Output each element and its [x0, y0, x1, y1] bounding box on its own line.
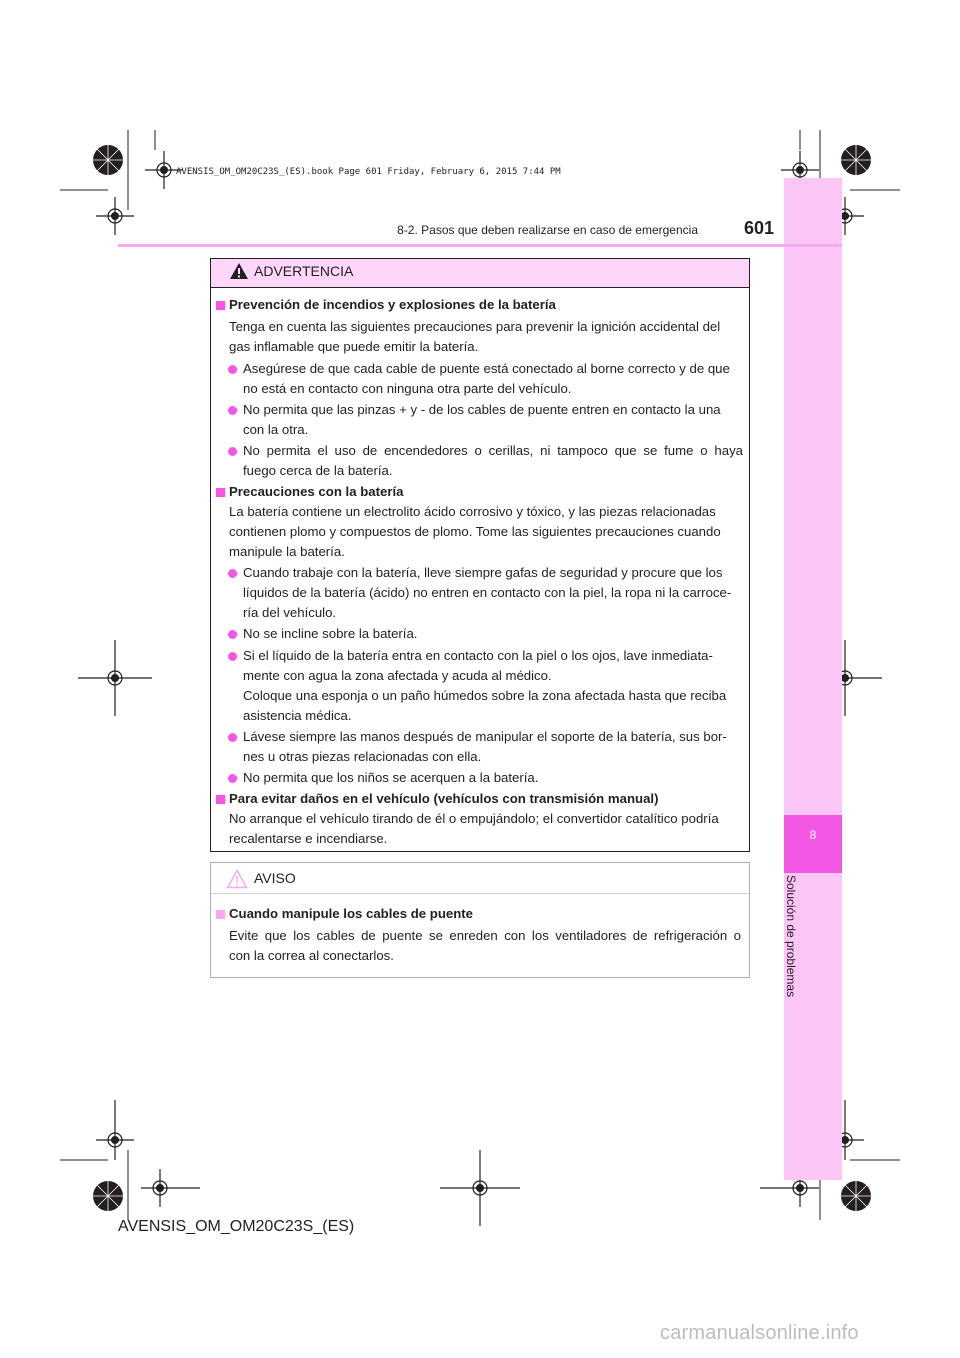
- bullet: [228, 406, 237, 415]
- warning-text: No permita que los niños se acerquen a la batería.: [243, 770, 539, 785]
- warning-text: asistencia médica.: [243, 708, 352, 723]
- bullet: [228, 774, 237, 783]
- bullet: [228, 652, 237, 661]
- notice-title: AVISO: [254, 870, 296, 886]
- notice-text: Evite que los cables de puente se enreden con los ventiladores de refrigeración o: [229, 928, 741, 943]
- footer-code: AVENSIS_OM_OM20C23S_(ES): [118, 1218, 355, 1235]
- warning-text: fuego cerca de la batería.: [243, 463, 393, 478]
- bullet: [228, 733, 237, 742]
- warning-text: Cuando trabaje con la batería, lleve siempre gafas de seguridad y procure que los: [243, 565, 723, 580]
- warning-text: nes u otras piezas relacionadas con ella.: [243, 749, 482, 764]
- chapter-number-box: [784, 815, 842, 873]
- notice-text: con la correa al conectarlos.: [229, 948, 394, 963]
- warning-text: no está en contacto con ninguna otra parte del vehículo.: [243, 381, 572, 396]
- warning-text: Coloque una esponja o un paño húmedos sobre la zona afectada hasta que reciba: [243, 688, 727, 703]
- warning-text: La batería contiene un electrolito ácido corrosivo y tóxico, y las piezas relacionadas: [229, 504, 716, 519]
- warning-text: gas inflamable que puede emitir la batería.: [229, 339, 479, 354]
- warning-text: Asegúrese de que cada cable de puente está conectado al borne correcto y de que: [243, 361, 730, 376]
- bullet: [228, 630, 237, 639]
- warning-heading-1: Prevención de incendios y explosiones de la batería: [229, 297, 556, 312]
- section-marker: [216, 795, 225, 804]
- warning-title: ADVERTENCIA: [254, 263, 354, 279]
- warning-text: Tenga en cuenta las siguientes precauciones para prevenir la ignición accidental del: [229, 319, 721, 334]
- bullet: [228, 447, 237, 456]
- warning-text: Lávese siempre las manos después de manipular el soporte de la batería, sus bor-: [243, 729, 727, 744]
- section-marker: [216, 488, 225, 497]
- warning-heading-3: Para evitar daños en el vehículo (vehículos con transmisión manual): [229, 791, 659, 806]
- warning-text: mente con agua la zona afectada y acuda al médico.: [243, 668, 552, 683]
- warning-text: Si el líquido de la batería entra en contacto con la piel o los ojos, lave inmediata-: [243, 648, 713, 663]
- warning-text: No permita el uso de encendedores o cerillas, ni tampoco que se fume o haya: [243, 443, 743, 458]
- chapter-number: 8: [809, 828, 817, 842]
- warning-text: con la otra.: [243, 422, 309, 437]
- section-marker: [216, 301, 225, 310]
- watermark: carmanualsonline.info: [660, 1322, 859, 1344]
- section-title: 8-2. Pasos que deben realizarse en caso de emergencia: [397, 223, 698, 237]
- caution-triangle-icon: [226, 869, 248, 889]
- chapter-title: [784, 875, 804, 1055]
- chapter-title-text: Solución de problemas: [784, 875, 798, 998]
- warning-text: No se incline sobre la batería.: [243, 626, 418, 641]
- warning-text: contienen plomo y compuestos de plomo. Tome las siguientes precauciones cuando: [229, 524, 721, 539]
- warning-text: No permita que las pinzas + y - de los cables de puente entren en contacto la una: [243, 402, 721, 417]
- warning-triangle-icon: [229, 262, 249, 280]
- bullet: [228, 569, 237, 578]
- warning-text: No arranque el vehículo tirando de él o empujándolo; el convertidor catalítico podría: [229, 811, 719, 826]
- page-number: 601: [744, 218, 775, 238]
- notice-heading: Cuando manipule los cables de puente: [229, 906, 474, 921]
- book-stamp: AVENSIS_OM_OM20C23S_(ES).book Page 601 Friday, February 6, 2015 7:44 PM: [176, 167, 561, 177]
- warning-text: ría del vehículo.: [243, 605, 337, 620]
- warning-text: líquidos de la batería (ácido) no entren en contacto con la piel, la ropa ni la carroce-: [243, 585, 732, 600]
- bullet: [228, 365, 237, 374]
- warning-text: manipule la batería.: [229, 544, 345, 559]
- warning-heading-2: Precauciones con la batería: [229, 484, 404, 499]
- warning-text: recalentarse e incendiarse.: [229, 831, 388, 846]
- header-rule: [118, 244, 842, 247]
- section-marker: [216, 910, 225, 919]
